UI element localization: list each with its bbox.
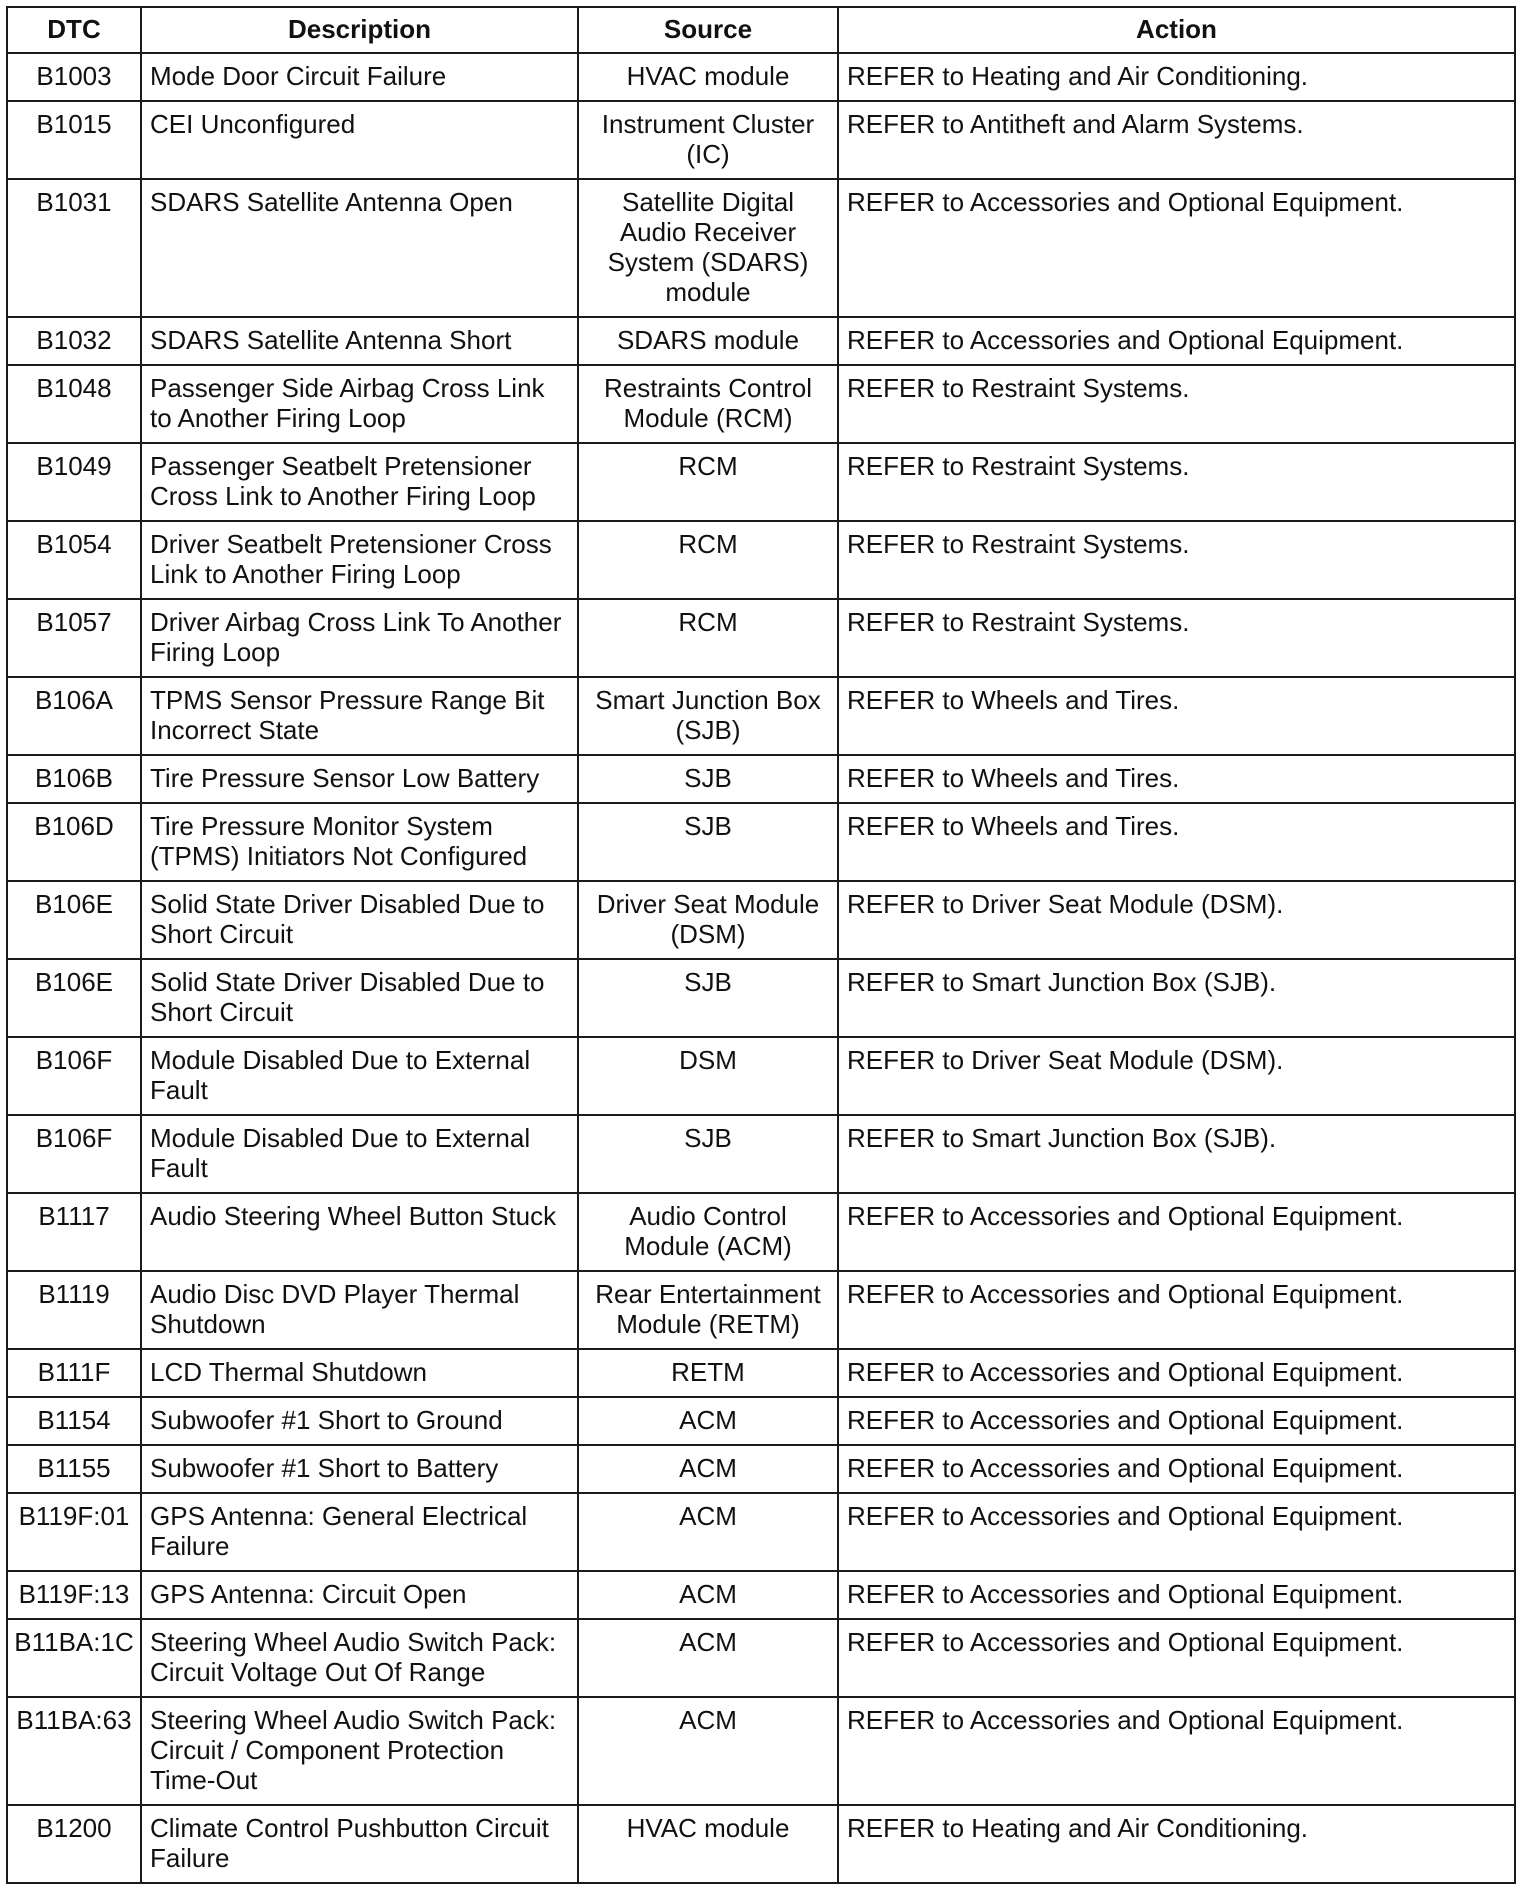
- action-cell: REFER to Antitheft and Alarm Systems.: [838, 101, 1515, 179]
- dtc-cell: B106E: [7, 881, 141, 959]
- table-row: [7, 1115, 1515, 1193]
- action-cell: REFER to Restraint Systems.: [838, 599, 1515, 677]
- description-cell: Module Disabled Due to External Fault: [141, 1115, 578, 1193]
- action-cell: REFER to Accessories and Optional Equipment.: [838, 179, 1515, 317]
- action-cell: REFER to Accessories and Optional Equipment.: [838, 1193, 1515, 1271]
- header-description: Description: [141, 7, 578, 53]
- source-cell: SDARS module: [578, 317, 838, 365]
- action-cell: REFER to Restraint Systems.: [838, 443, 1515, 521]
- source-cell: ACM: [578, 1697, 838, 1805]
- source-cell: SJB: [578, 803, 838, 881]
- action-cell: REFER to Smart Junction Box (SJB).: [838, 1115, 1515, 1193]
- source-cell: SJB: [578, 959, 838, 1037]
- dtc-cell: B1155: [7, 1445, 141, 1493]
- action-cell: REFER to Accessories and Optional Equipment.: [838, 1349, 1515, 1397]
- action-cell: REFER to Driver Seat Module (DSM).: [838, 881, 1515, 959]
- description-cell: Mode Door Circuit Failure: [141, 53, 578, 101]
- description-cell: Passenger Side Airbag Cross Link to Another Firing Loop: [141, 365, 578, 443]
- dtc-cell: B1117: [7, 1193, 141, 1271]
- source-cell: ACM: [578, 1445, 838, 1493]
- source-cell: RCM: [578, 443, 838, 521]
- table-row: [7, 1805, 1515, 1883]
- source-cell: RCM: [578, 521, 838, 599]
- dtc-cell: B1054: [7, 521, 141, 599]
- dtc-cell: B1031: [7, 179, 141, 317]
- action-cell: REFER to Accessories and Optional Equipment.: [838, 1619, 1515, 1697]
- description-cell: SDARS Satellite Antenna Open: [141, 179, 578, 317]
- source-cell: ACM: [578, 1397, 838, 1445]
- source-cell: ACM: [578, 1619, 838, 1697]
- dtc-cell: B1048: [7, 365, 141, 443]
- action-cell: REFER to Accessories and Optional Equipment.: [838, 1271, 1515, 1349]
- dtc-cell: B1049: [7, 443, 141, 521]
- dtc-cell: B106B: [7, 755, 141, 803]
- action-cell: REFER to Restraint Systems.: [838, 521, 1515, 599]
- dtc-table: [6, 6, 1516, 1884]
- source-cell: SJB: [578, 755, 838, 803]
- source-cell: Rear Entertainment Module (RETM): [578, 1271, 838, 1349]
- dtc-cell: B106E: [7, 959, 141, 1037]
- table-row: [7, 365, 1515, 443]
- description-cell: GPS Antenna: General Electrical Failure: [141, 1493, 578, 1571]
- action-cell: REFER to Smart Junction Box (SJB).: [838, 959, 1515, 1037]
- table-row: [7, 1037, 1515, 1115]
- table-row: [7, 881, 1515, 959]
- dtc-cell: B106F: [7, 1037, 141, 1115]
- table-row: [7, 803, 1515, 881]
- table-body: [7, 53, 1515, 1883]
- header-action: Action: [838, 7, 1515, 53]
- table-row: [7, 53, 1515, 101]
- description-cell: GPS Antenna: Circuit Open: [141, 1571, 578, 1619]
- table-row: [7, 1193, 1515, 1271]
- table-row: [7, 521, 1515, 599]
- dtc-cell: B106F: [7, 1115, 141, 1193]
- table-row: [7, 1619, 1515, 1697]
- dtc-cell: B106D: [7, 803, 141, 881]
- action-cell: REFER to Accessories and Optional Equipment.: [838, 1397, 1515, 1445]
- description-cell: Audio Disc DVD Player Thermal Shutdown: [141, 1271, 578, 1349]
- description-cell: Steering Wheel Audio Switch Pack: Circuit / Component Protection Time-Out: [141, 1697, 578, 1805]
- source-cell: DSM: [578, 1037, 838, 1115]
- action-cell: REFER to Heating and Air Conditioning.: [838, 53, 1515, 101]
- description-cell: LCD Thermal Shutdown: [141, 1349, 578, 1397]
- table-row: [7, 755, 1515, 803]
- dtc-cell: B11BA:63: [7, 1697, 141, 1805]
- action-cell: REFER to Accessories and Optional Equipment.: [838, 1493, 1515, 1571]
- table-row: [7, 179, 1515, 317]
- action-cell: REFER to Wheels and Tires.: [838, 755, 1515, 803]
- source-cell: Smart Junction Box (SJB): [578, 677, 838, 755]
- description-cell: Passenger Seatbelt Pretensioner Cross Link to Another Firing Loop: [141, 443, 578, 521]
- dtc-cell: B1015: [7, 101, 141, 179]
- dtc-cell: B119F:01: [7, 1493, 141, 1571]
- table-row: [7, 317, 1515, 365]
- description-cell: Module Disabled Due to External Fault: [141, 1037, 578, 1115]
- action-cell: REFER to Accessories and Optional Equipment.: [838, 1571, 1515, 1619]
- source-cell: HVAC module: [578, 53, 838, 101]
- dtc-cell: B119F:13: [7, 1571, 141, 1619]
- description-cell: Solid State Driver Disabled Due to Short Circuit: [141, 959, 578, 1037]
- source-cell: SJB: [578, 1115, 838, 1193]
- table-row: [7, 443, 1515, 521]
- table-row: [7, 1271, 1515, 1349]
- action-cell: REFER to Accessories and Optional Equipment.: [838, 317, 1515, 365]
- description-cell: Tire Pressure Sensor Low Battery: [141, 755, 578, 803]
- table-row: [7, 1349, 1515, 1397]
- action-cell: REFER to Wheels and Tires.: [838, 803, 1515, 881]
- description-cell: Tire Pressure Monitor System (TPMS) Initiators Not Configured: [141, 803, 578, 881]
- action-cell: REFER to Heating and Air Conditioning.: [838, 1805, 1515, 1883]
- table-row: [7, 677, 1515, 755]
- description-cell: Solid State Driver Disabled Due to Short Circuit: [141, 881, 578, 959]
- dtc-cell: B106A: [7, 677, 141, 755]
- table-row: [7, 1445, 1515, 1493]
- table-row: [7, 1697, 1515, 1805]
- description-cell: Driver Seatbelt Pretensioner Cross Link to Another Firing Loop: [141, 521, 578, 599]
- action-cell: REFER to Accessories and Optional Equipment.: [838, 1445, 1515, 1493]
- table-row: [7, 101, 1515, 179]
- action-cell: REFER to Restraint Systems.: [838, 365, 1515, 443]
- header-source: Source: [578, 7, 838, 53]
- description-cell: TPMS Sensor Pressure Range Bit Incorrect State: [141, 677, 578, 755]
- source-cell: Satellite Digital Audio Receiver System (SDARS) module: [578, 179, 838, 317]
- description-cell: Subwoofer #1 Short to Ground: [141, 1397, 578, 1445]
- dtc-cell: B1057: [7, 599, 141, 677]
- action-cell: REFER to Driver Seat Module (DSM).: [838, 1037, 1515, 1115]
- dtc-cell: B11BA:1C: [7, 1619, 141, 1697]
- table-header-row: [7, 7, 1515, 53]
- dtc-cell: B1119: [7, 1271, 141, 1349]
- source-cell: Audio Control Module (ACM): [578, 1193, 838, 1271]
- source-cell: Restraints Control Module (RCM): [578, 365, 838, 443]
- dtc-cell: B111F: [7, 1349, 141, 1397]
- header-dtc: DTC: [7, 7, 141, 53]
- table-row: [7, 1397, 1515, 1445]
- description-cell: Driver Airbag Cross Link To Another Firing Loop: [141, 599, 578, 677]
- dtc-cell: B1032: [7, 317, 141, 365]
- table-row: [7, 959, 1515, 1037]
- description-cell: CEI Unconfigured: [141, 101, 578, 179]
- source-cell: HVAC module: [578, 1805, 838, 1883]
- source-cell: Instrument Cluster (IC): [578, 101, 838, 179]
- dtc-cell: B1003: [7, 53, 141, 101]
- table-row: [7, 599, 1515, 677]
- action-cell: REFER to Wheels and Tires.: [838, 677, 1515, 755]
- table-row: [7, 1571, 1515, 1619]
- dtc-cell: B1154: [7, 1397, 141, 1445]
- dtc-cell: B1200: [7, 1805, 141, 1883]
- description-cell: Steering Wheel Audio Switch Pack: Circuit Voltage Out Of Range: [141, 1619, 578, 1697]
- source-cell: RETM: [578, 1349, 838, 1397]
- source-cell: Driver Seat Module (DSM): [578, 881, 838, 959]
- source-cell: ACM: [578, 1571, 838, 1619]
- source-cell: ACM: [578, 1493, 838, 1571]
- source-cell: RCM: [578, 599, 838, 677]
- description-cell: SDARS Satellite Antenna Short: [141, 317, 578, 365]
- description-cell: Audio Steering Wheel Button Stuck: [141, 1193, 578, 1271]
- table-row: [7, 1493, 1515, 1571]
- action-cell: REFER to Accessories and Optional Equipment.: [838, 1697, 1515, 1805]
- description-cell: Climate Control Pushbutton Circuit Failure: [141, 1805, 578, 1883]
- description-cell: Subwoofer #1 Short to Battery: [141, 1445, 578, 1493]
